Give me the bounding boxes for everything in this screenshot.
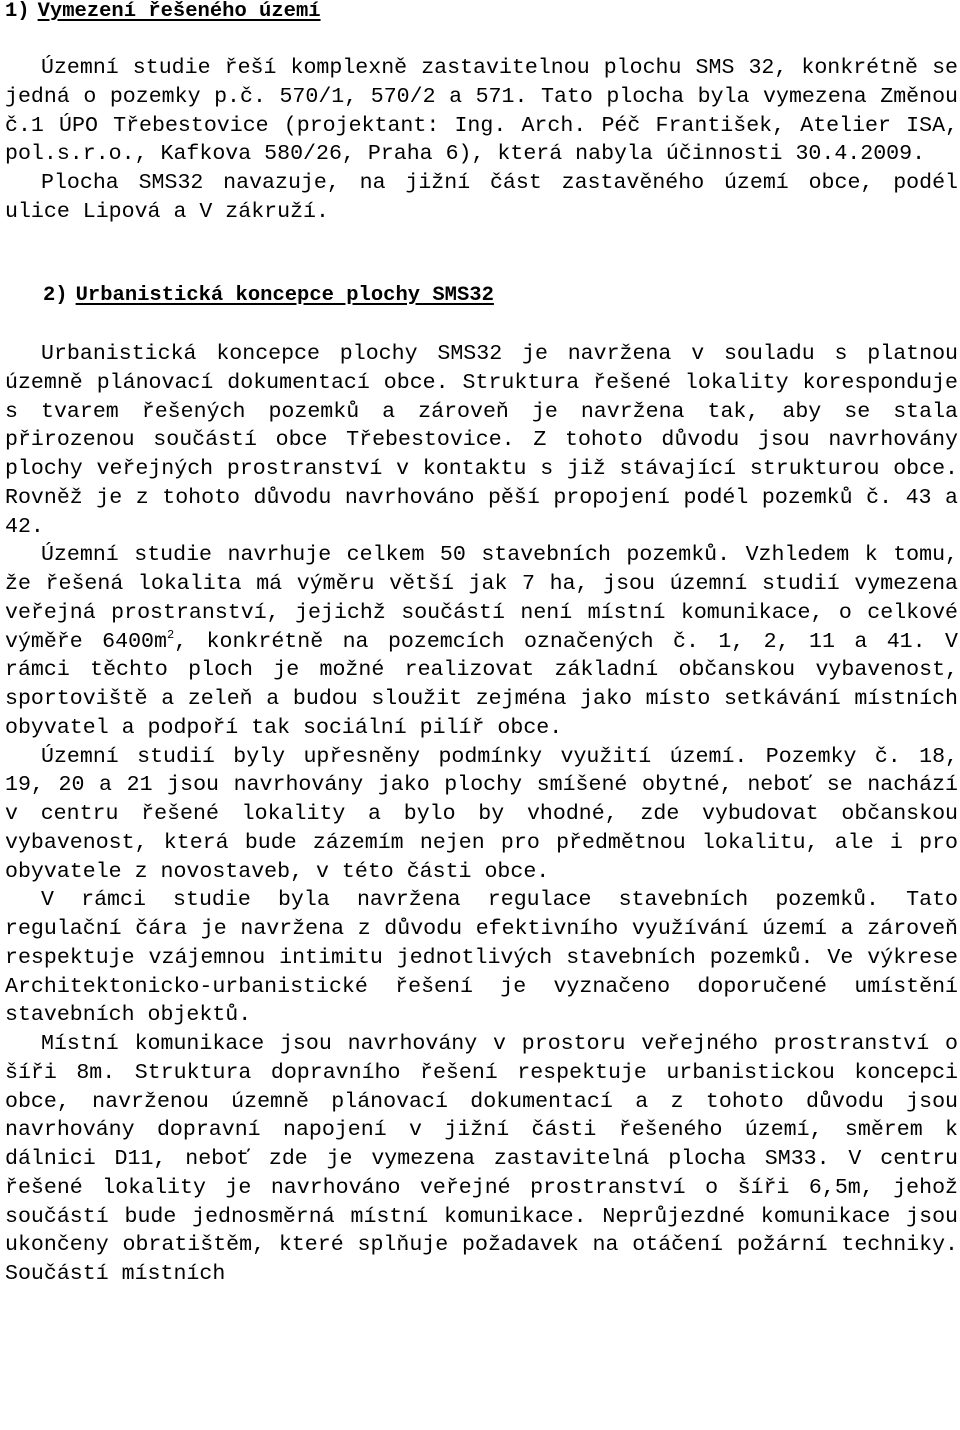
section-2-heading [43,282,494,311]
section-1-title: Vymezení řešeného území [37,0,321,23]
paragraph: Urbanistická koncepce plochy SMS32 je navržena v souladu s platnou územně plánovací dokumentací obce. Struktura řešené lokality koresponduje s tvarem řešených pozemků a zároveň je navržena tak, aby se stala přirozenou součástí obce Třebestovice. Z tohoto důvodu jsou navrhovány plochy veřejných prostranství v kontaktu s již stávající strukturou obce. Rovněž je z tohoto důvodu navrhováno pěší propojení podél pozemků č. 43 a 42. [5,342,958,539]
section-2-number: 2) [43,284,68,307]
paragraph: Místní komunikace jsou navrhovány v prostoru veřejného prostranství o šíři 8m. Struktura dopravního řešení respektuje urbanistickou koncepci obce, navrženou územně plánovací dokumentací a z tohoto důvodu jsou navrhovány dopravní napojení v jižní části řešeného území, směrem k dálnici D11, neboť zde je vymezena zastavitelná plocha SM33. V centru řešené lokality je navrhováno veřejné prostranství o šíři 6,5m, jehož součástí bude jednosměrná místní komunikace. Neprůjezdné komunikace jsou ukončeny obratištěm, které splňuje požadavek na otáčení požární techniky. Součástí místních [5,1032,958,1286]
paragraph [5,541,958,742]
section-1-heading [5,0,321,27]
paragraph-text: Územní studie navrhuje celkem 50 stavebních pozemků. Vzhledem k tomu, že řešená lokalita má výměru větší jak 7 ha, jsou územní studií vymezena veřejná prostranství, jejichž součástí není místní komunikace, o celkové výměře 6400m [5,543,958,654]
section-2-body [5,340,958,1289]
paragraph: V rámci studie byla navržena regulace stavebních pozemků. Tato regulační čára je navržena z důvodu efektivního využívání území a zároveň respektuje vzájemnou intimitu jednotlivých stavebních pozemků. Ve výkrese Architektonicko-urbanistické řešení je vyznačeno doporučené umístění stavebních objektů. [5,888,958,1028]
section-1-body [5,54,958,227]
superscript: 2 [166,627,175,642]
section-1-number: 1) [5,0,30,23]
paragraph: Územní studií byly upřesněny podmínky využití území. Pozemky č. 18, 19, 20 a 21 jsou navrhovány jako plochy smíšené obytné, neboť se nachází v centru řešené lokality a bylo by vhodné, zde vybudovat občanskou vybavenost, která bude zázemím nejen pro předmětnou lokalitu, ale i pro obyvatele z novostaveb, v této části obce. [5,744,958,884]
paragraph: Plocha SMS32 navazuje, na jižní část zastavěného území obce, podél ulice Lipová a V zákruží. [5,171,958,224]
section-2-title: Urbanistická koncepce plochy SMS32 [75,284,494,307]
paragraph-text: , konkrétně na pozemcích označených č. 1, 2, 11 a 41. V rámci těchto ploch je možné realizovat základní občanskou vybavenost, sportoviště a zeleň a budou sloužit zejména jako místo setkávání místních obyvatel a podpoří tak sociální pilíř obce. [5,629,958,740]
paragraph: Územní studie řeší komplexně zastavitelnou plochu SMS 32, konkrétně se jedná o pozemky p.č. 570/1, 570/2 a 571. Tato plocha byla vymezena Změnou č.1 ÚPO Třebestovice (projektant: Ing. Arch. Péč František, Atelier ISA, pol.s.r.o., Kafkova 580/26, Praha 6), která nabyla účinnosti 30.4.2009. [5,56,958,167]
